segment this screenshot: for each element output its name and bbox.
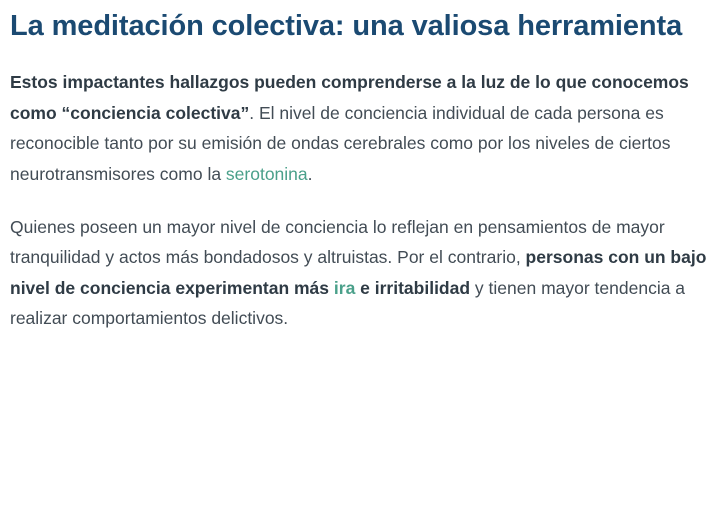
serotonina-link[interactable]: serotonina [225, 163, 308, 184]
ira-link[interactable]: ira [333, 277, 356, 298]
paragraph-2-bold-text-b: e irritabilidad [355, 277, 471, 298]
paragraph-2-body-text-b: y tienen mayor tendencia a realizar comportamientos delictivos. [10, 277, 686, 329]
article-paragraph-2 [10, 212, 717, 335]
page-title: La meditación colectiva: una valiosa herramienta [10, 10, 683, 42]
paragraph-1-lead-text: Estos impactantes hallazgos pueden comprenderse a la luz de lo que conocemos como “conciencia colectiva” [10, 72, 689, 123]
paragraph-2-bold-text-a: personas con un bajo nivel de conciencia experimentan más [10, 247, 707, 298]
paragraph-1-body-text: . El nivel de conciencia individual de cada persona es reconocible tanto por su emisión de ondas cerebrales como por los niveles de ciertos neurotransmisores como la [10, 102, 671, 184]
article-paragraph-1 [10, 67, 717, 190]
paragraph-2-body-text-a: Quienes poseen un mayor nivel de conciencia lo reflejan en pensamientos de mayor tranquilidad y actos más bondadosos y altruistas. Por el contrario, [10, 216, 665, 268]
paragraph-1-tail-text: . [307, 163, 313, 184]
